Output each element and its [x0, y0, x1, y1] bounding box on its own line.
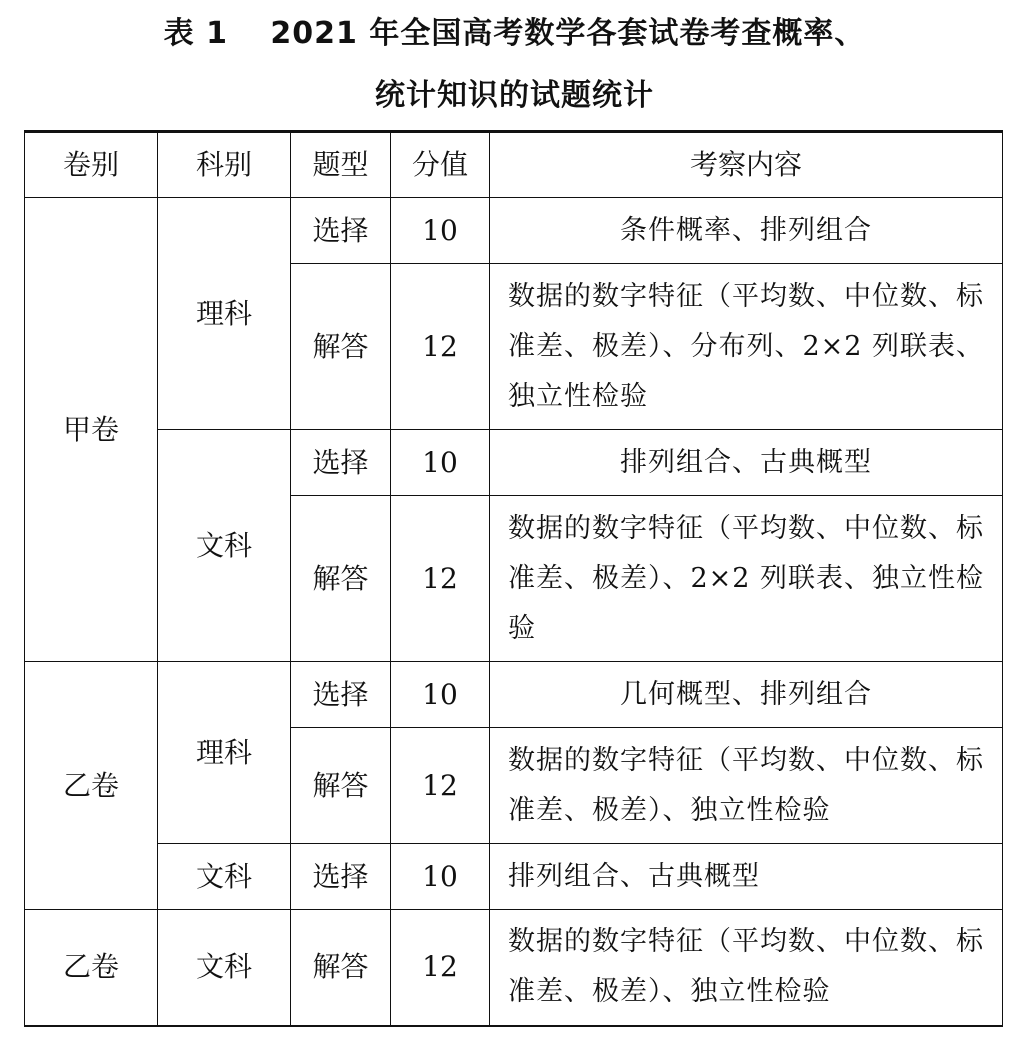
type-cell: 解答 — [291, 910, 391, 1026]
score-cell: 12 — [391, 496, 490, 662]
type-cell: 选择 — [291, 662, 391, 728]
subject-cell: 文科 — [158, 910, 291, 1026]
score-cell: 10 — [391, 430, 490, 496]
score-cell: 10 — [391, 198, 490, 264]
table-row — [25, 910, 1003, 1026]
volume-cell: 乙卷 — [25, 910, 158, 1026]
header-score: 分值 — [391, 132, 490, 198]
type-cell: 解答 — [291, 496, 391, 662]
subject-cell: 文科 — [158, 844, 291, 910]
content-cell: 数据的数字特征（平均数、中位数、标准差、极差）、独立性检验 — [490, 728, 1003, 844]
table-row — [25, 430, 1003, 496]
score-cell: 10 — [391, 844, 490, 910]
table-title-line-2: 统计知识的试题统计 — [375, 78, 654, 113]
type-cell: 选择 — [291, 844, 391, 910]
table-row — [25, 662, 1003, 728]
content-cell: 条件概率、排列组合 — [490, 198, 1003, 264]
volume-cell: 甲卷 — [25, 198, 158, 662]
type-cell: 解答 — [291, 728, 391, 844]
table-row — [25, 198, 1003, 264]
table-title-line-1: 表 1 2021 年全国高考数学各套试卷考查概率、 — [163, 16, 866, 51]
volume-cell: 乙卷 — [25, 662, 158, 910]
statistics-table — [24, 130, 1003, 1027]
header-subject: 科别 — [158, 132, 291, 198]
header-row — [25, 132, 1003, 198]
content-cell: 数据的数字特征（平均数、中位数、标准差、极差）、2×2 列联表、独立性检验 — [490, 496, 1003, 662]
header-volume: 卷别 — [25, 132, 158, 198]
subject-cell: 文科 — [158, 430, 291, 662]
type-cell: 解答 — [291, 264, 391, 430]
score-cell: 12 — [391, 264, 490, 430]
score-cell: 12 — [391, 910, 490, 1026]
content-cell: 排列组合、古典概型 — [490, 844, 1003, 910]
content-cell: 排列组合、古典概型 — [490, 430, 1003, 496]
score-cell: 10 — [391, 662, 490, 728]
subject-cell: 理科 — [158, 198, 291, 430]
type-cell: 选择 — [291, 198, 391, 264]
header-content: 考察内容 — [490, 132, 1003, 198]
header-type: 题型 — [291, 132, 391, 198]
content-cell: 数据的数字特征（平均数、中位数、标准差、极差）、独立性检验 — [490, 910, 1003, 1026]
subject-cell: 理科 — [158, 662, 291, 844]
content-cell: 数据的数字特征（平均数、中位数、标准差、极差）、分布列、2×2 列联表、独立性检验 — [490, 264, 1003, 430]
content-cell: 几何概型、排列组合 — [490, 662, 1003, 728]
score-cell: 12 — [391, 728, 490, 844]
type-cell: 选择 — [291, 430, 391, 496]
table-row — [25, 844, 1003, 910]
